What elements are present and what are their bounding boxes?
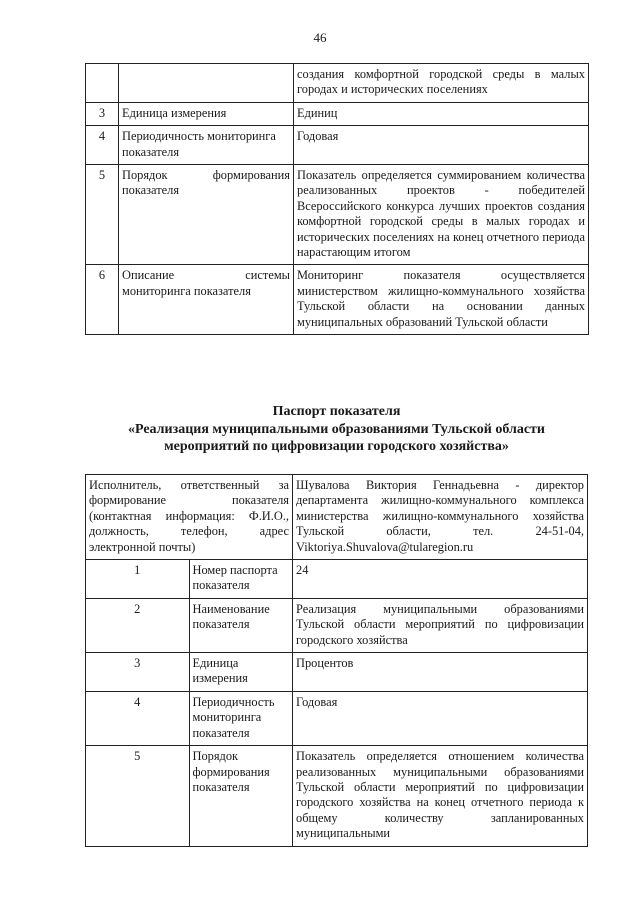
row-value: Годовая <box>293 691 588 745</box>
row-number: 5 <box>86 165 119 265</box>
row-label: Единица измерения <box>189 653 293 692</box>
indicator-passport-table-continued <box>85 63 589 335</box>
passport-title: Паспорт показателя <box>272 404 401 419</box>
table-row <box>86 126 589 165</box>
row-value: Показатель определяется отношением количества реализованных муниципальными образованиями Тульской области мероприятий по цифровизации городского хозяйства на конец отчетного периода к общему количеству запланированных муниципальными <box>293 746 588 846</box>
table-row <box>86 560 588 599</box>
row-label: Порядок формирования показателя <box>189 746 293 846</box>
row-number: 1 <box>86 560 190 599</box>
row-label: Наименование показателя <box>189 598 293 652</box>
indicator-name-line-1: «Реализация муниципальными образованиями Тульской области <box>127 421 546 437</box>
row-label: Номер паспорта показателя <box>189 560 293 599</box>
row-value: Процентов <box>293 653 588 692</box>
page-number: 46 <box>313 30 327 45</box>
row-number <box>86 64 119 103</box>
row-value: Мониторинг показателя осуществляется министерством жилищно-коммунального хозяйства Тульской области на основании данных муниципальных образований Тульской области <box>294 265 589 335</box>
table-row <box>86 598 588 652</box>
row-value: Показатель определяется суммированием количества реализованных проектов - победителей Всероссийского конкурса лучших проектов создания комфортной городской среды в малых городах и исторических поселениях на конец отчетного периода нарастающим итогом <box>294 165 589 265</box>
table-row <box>86 265 589 335</box>
row-number: 5 <box>86 746 190 846</box>
table-row <box>86 691 588 745</box>
row-label: Единица измерения <box>119 102 294 125</box>
indicator-passport-table <box>85 474 588 847</box>
table-row-executor <box>86 475 588 560</box>
table-row <box>86 102 589 125</box>
row-label: Описание системы мониторинга показателя <box>119 265 294 335</box>
row-value: создания комфортной городской среды в малых городах и исторических поселениях <box>294 64 589 103</box>
row-label: Периодичность мониторинга показателя <box>119 126 294 165</box>
table-row <box>86 653 588 692</box>
row-number: 4 <box>86 126 119 165</box>
executor-label: Исполнитель, ответственный за формирование показателя (контактная информация: Ф.И.О., должность, телефон, адрес электронной почты) <box>86 475 293 560</box>
row-label: Порядок формирования показателя <box>119 165 294 265</box>
passport-heading <box>85 403 588 456</box>
row-number: 3 <box>86 102 119 125</box>
table-row <box>86 746 588 846</box>
executor-value: Шувалова Виктория Геннадьевна - директор департамента жилищно-коммунального комплекса министерства жилищно-коммунального хозяйства Тульской области, тел. 24-51-04, Viktoriya.Shuvalova@tularegion.ru <box>293 475 588 560</box>
row-value: 24 <box>293 560 588 599</box>
row-value: Реализация муниципальными образованиями Тульской области мероприятий по цифровизации городского хозяйства <box>293 598 588 652</box>
row-value: Годовая <box>294 126 589 165</box>
row-number: 4 <box>86 691 190 745</box>
row-label <box>119 64 294 103</box>
row-number: 3 <box>86 653 190 692</box>
indicator-name-line-2: мероприятий по цифровизации городского хозяйства» <box>164 439 509 454</box>
row-label: Периодичность мониторинга показателя <box>189 691 293 745</box>
table-row <box>86 64 589 103</box>
row-number: 6 <box>86 265 119 335</box>
table-row <box>86 165 589 265</box>
row-number: 2 <box>86 598 190 652</box>
row-value: Единиц <box>294 102 589 125</box>
